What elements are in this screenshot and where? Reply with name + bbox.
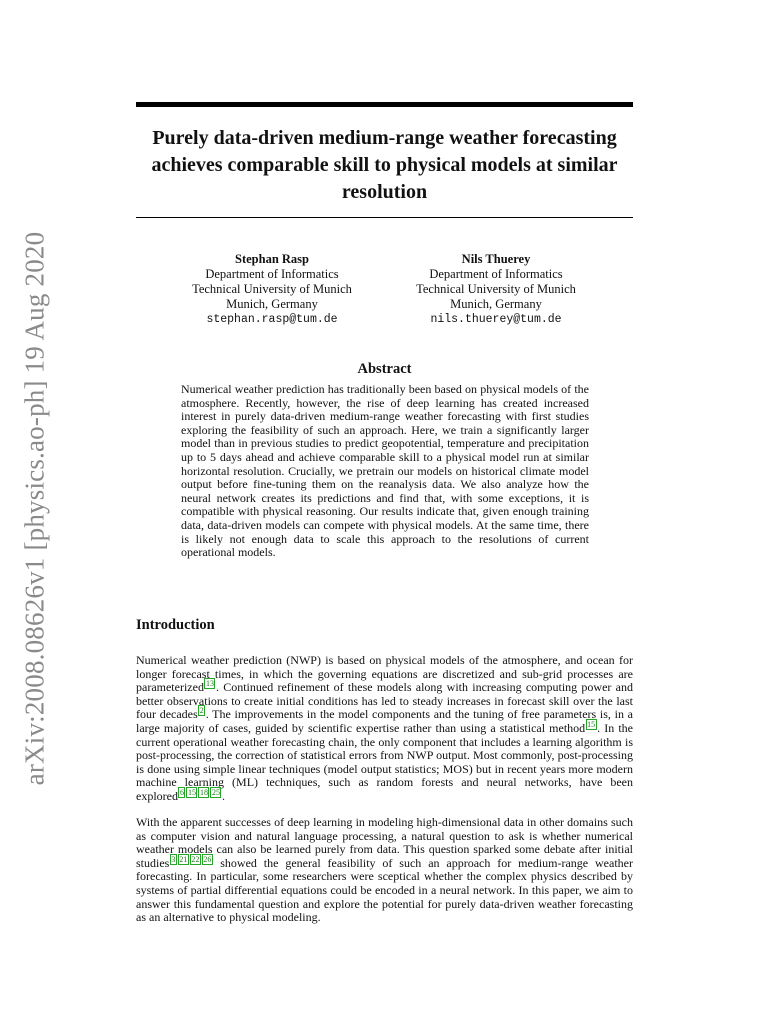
arxiv-identifier: arXiv:2008.08626v1 [physics.ao-ph] 19 Aug 2020	[19, 231, 50, 785]
introduction-heading: Introduction	[136, 617, 215, 633]
author-email[interactable]: stephan.rasp@tum.de	[206, 313, 338, 326]
citation-link[interactable]: 13	[205, 679, 214, 689]
author-name: Stephan Rasp	[235, 252, 309, 266]
author-university: Technical University of Munich	[416, 282, 576, 296]
abstract-heading: Abstract	[357, 361, 412, 377]
arxiv-sidebar	[18, 231, 52, 785]
abstract-text: Numerical weather prediction has traditionally been based on physical models of the atmosphere. Recently, however, the rise of deep learning has created increased interest in purely data-driven medium-range weather forecasting with first studies exploring the feasibility of such an approach. Here, we train a significantly larger model than in previous studies to predict geopotential, temperature and precipitation up to 5 days ahead and achieve comparable skill to a physical model run at similar horizontal resolution. Crucially, we pretrain our models on historical climate model output before fine-tuning them on the reanalysis data. We also analyze how the neural network creates its predictions and find that, with some exceptions, it is compatible with physical reasoning. Our results indicate that, given enough training data, data-driven models can compete with physical models. At the same time, there is likely not enough data to scale this approach to the resolutions of current operational models.	[181, 382, 589, 560]
author-block-2	[376, 252, 616, 327]
author-department: Department of Informatics	[429, 267, 563, 281]
author-location: Munich, Germany	[226, 297, 318, 311]
author-location: Munich, Germany	[450, 297, 542, 311]
citation-link[interactable]: 2	[199, 706, 204, 716]
author-name: Nils Thuerey	[461, 252, 531, 266]
paragraph-text: showed the general feasibility of such an approach for medium-range weather forecasting. In particular, some researchers were sceptical whether the complex physics described by systems of partial differential equations could be encoded in a neural network. In this paper, we aim to answer this fundamental question and explore the potential for purely data-driven weather forecasting as an alternative to physical modeling.	[136, 855, 633, 925]
author-block-1	[152, 252, 392, 327]
title-bottom-rule	[136, 217, 633, 218]
paragraph-text: Numerical weather prediction (NWP) is based on physical models of the atmosphere, and ocean for longer forecast times, in which the governing equations are discretized and sub-grid processes are parameterized	[136, 653, 633, 695]
citation-link[interactable]: 15	[587, 719, 596, 729]
paragraph-text: . The improvements in the model components and the tuning of free parameters is, in a large majority of cases, guided by scientific expertise rather than using a statistical method	[136, 707, 634, 735]
paragraph-text: . Continued refinement of these models along with increasing computing power and better observations to create initial conditions has led to steady increases in forecast skill over the last four decades	[136, 680, 633, 722]
author-university: Technical University of Munich	[192, 282, 352, 296]
citation-link[interactable]: 15	[187, 787, 196, 797]
paragraph-text: . In the current operational weather forecasting chain, the only component that includes a learning algorithm is post-processing, the correction of statistical errors from NWP output. Most commonly, post-processing is done using simple linear techniques (model output statistics; MOS) but in recent years more modern machine learning (ML) techniques, such as random forests and neural networks, have been explored	[136, 720, 633, 803]
citation-link[interactable]: 26	[203, 854, 212, 864]
intro-paragraph-1	[136, 654, 633, 804]
intro-paragraph-2	[136, 816, 633, 925]
citation-link[interactable]: 21	[179, 854, 188, 864]
paper-title: Purely data-driven medium-range weather forecasting achieves comparable skill to physical models at similar resolution	[151, 127, 618, 203]
citation-link[interactable]: 22	[191, 854, 200, 864]
citation-link[interactable]: 6	[179, 787, 184, 797]
citation-link[interactable]: 25	[211, 787, 220, 797]
author-email[interactable]: nils.thuerey@tum.de	[430, 313, 562, 326]
author-department: Department of Informatics	[205, 267, 339, 281]
citation-link[interactable]: 3	[171, 854, 176, 864]
citation-link[interactable]: 18	[199, 787, 208, 797]
paragraph-text: .	[221, 788, 225, 803]
title-top-rule	[136, 102, 633, 107]
paragraph-text: With the apparent successes of deep learning in modeling high-dimensional data in other domains such as computer vision and natural language processing, a natural question to ask is whether numerical weather models can also be learned purely from data. This question sparked some debate after initial studies	[136, 815, 633, 870]
